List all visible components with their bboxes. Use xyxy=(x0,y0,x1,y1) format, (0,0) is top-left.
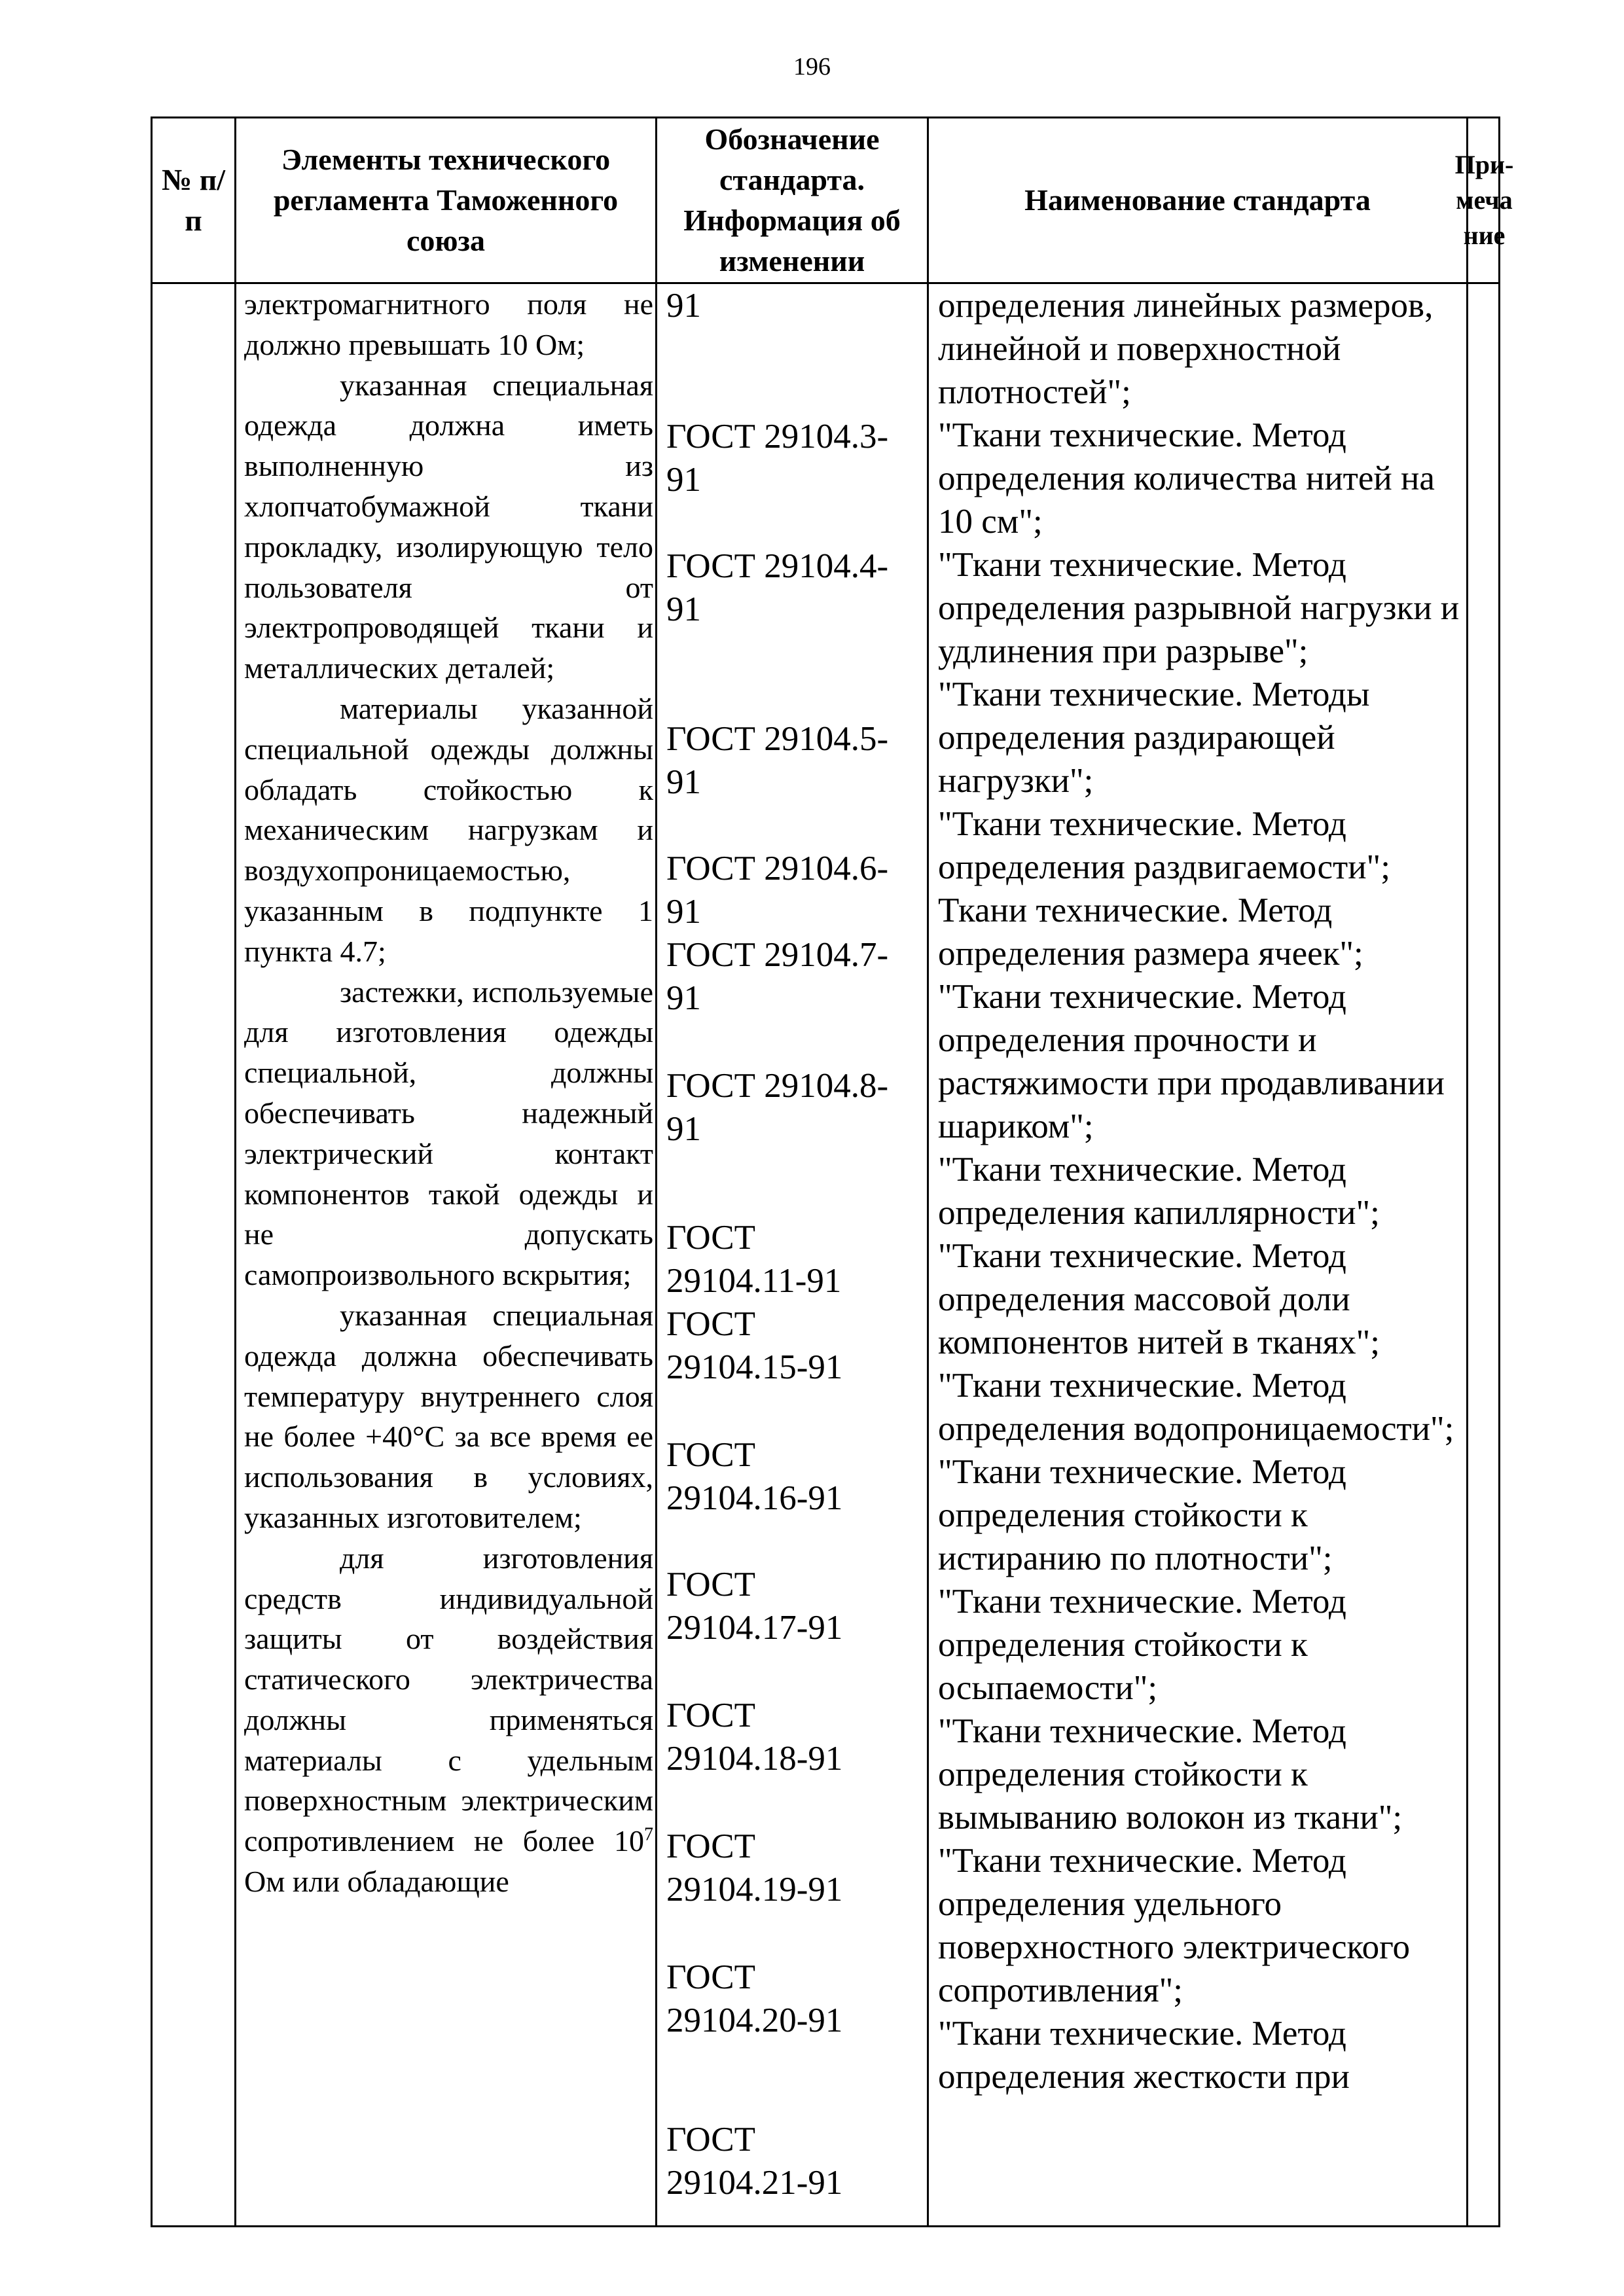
header-designation: Обозначение стандарта. Информация об изменении xyxy=(683,122,901,278)
standard-name: "Ткани технические. Метод определения стойкости к вымыванию волокон из ткани"; xyxy=(938,1712,1403,1837)
standard-designation: ГОСТ xyxy=(666,1219,755,1257)
standard-designation: 29104.20-91 xyxy=(666,2001,843,2039)
standard-name: "Ткани технические. Методы определения раздирающей нагрузки"; xyxy=(938,675,1370,800)
standard-name: "Ткани технические. Метод определения разрывной нагрузки и удлинения при разрыве"; xyxy=(938,546,1460,670)
header-note: При-меча ние xyxy=(1454,150,1514,250)
element-requirements-cell xyxy=(236,284,657,2225)
standard-designation: ГОСТ 29104.7- xyxy=(666,936,889,974)
standard-designation: 91 xyxy=(666,590,701,628)
standard-designation: 29104.15-91 xyxy=(666,1348,843,1386)
note-cell xyxy=(1468,284,1500,2225)
standard-designation: ГОСТ xyxy=(666,1436,755,1474)
standard-designation-cell xyxy=(657,284,929,2225)
standard-designation: 29104.11-91 xyxy=(666,1262,842,1300)
standard-designation: 29104.18-91 xyxy=(666,1740,843,1778)
standard-name: определения линейных размеров, линейной и поверхностной плотностей"; xyxy=(938,287,1434,411)
standard-name: "Ткани технические. Метод определения стойкости к истиранию по плотности"; xyxy=(938,1453,1346,1577)
standard-designation: 29104.21-91 xyxy=(666,2164,843,2202)
standard-name: "Ткани технические. Метод определения жесткости при xyxy=(938,2015,1350,2096)
standard-name: "Ткани технические. Метод определения удельного поверхностного электрического сопротивления"; xyxy=(938,1842,1410,2009)
standard-name: "Ткани технические. Метод определения количества нитей на 10 см"; xyxy=(938,416,1435,541)
standard-designation: ГОСТ xyxy=(666,1305,755,1343)
standard-designation: ГОСТ 29104.5- xyxy=(666,720,889,758)
header-elements: Элементы технического регламента Таможенного союза xyxy=(273,143,619,257)
standard-name: "Ткани технические. Метод определения стойкости к осыпаемости"; xyxy=(938,1583,1346,1707)
standard-name: Ткани технические. Метод определения размера ячеек"; xyxy=(938,891,1363,973)
standard-designation: ГОСТ xyxy=(666,1566,755,1604)
standard-designation: 91 xyxy=(666,893,701,931)
standard-designation: ГОСТ 29104.3- xyxy=(666,418,889,456)
standard-designation: ГОСТ 29104.8- xyxy=(666,1067,889,1105)
header-number: № п/п xyxy=(161,163,225,237)
requirement-paragraph: застежки, используемые для изготовления одежды специальной, должны обеспечивать надежный электрический контакт компонентов такой одежды и не допускать самопроизвольного вскрытия; xyxy=(244,975,653,1292)
row-number-cell xyxy=(153,284,234,2225)
standard-designation: 29104.16-91 xyxy=(666,1479,843,1517)
standard-designation: 29104.19-91 xyxy=(666,1871,843,1909)
standard-name: "Ткани технические. Метод определения водопроницаемости"; xyxy=(938,1367,1454,1448)
standard-designation: 91 xyxy=(666,461,701,499)
requirement-text: Ом или обладающие xyxy=(244,1865,509,1899)
standard-designation: ГОСТ 29104.4- xyxy=(666,547,889,585)
standard-name: "Ткани технические. Метод определения раздвигаемости"; xyxy=(938,805,1390,886)
header-standard-name: Наименование стандарта xyxy=(1024,183,1371,217)
standard-name: "Ткани технические. Метод определения прочности и растяжимости при продавливании шариком"; xyxy=(938,978,1445,1145)
standard-name: "Ткани технические. Метод определения капиллярности"; xyxy=(938,1151,1380,1232)
standard-designation: ГОСТ xyxy=(666,2121,755,2159)
requirement-paragraph: указанная специальная одежда должна обеспечивать температуру внутреннего слоя не более +40°С за все время ее использования в условиях, указанных изготовителем; xyxy=(244,1298,653,1534)
standard-designation: ГОСТ xyxy=(666,1958,755,1996)
exponent: 7 xyxy=(644,1824,653,1845)
standard-designation: 91 xyxy=(666,979,701,1017)
standard-designation: ГОСТ xyxy=(666,1827,755,1865)
page-number: 196 xyxy=(793,53,831,81)
requirement-paragraph: материалы указанной специальной одежды должны обладать стойкостью к механическим нагрузкам и воздухопроницаемостью, указанным в подпункте 1 пункта 4.7; xyxy=(244,691,653,968)
standard-name: "Ткани технические. Метод определения массовой доли компонентов нитей в тканях"; xyxy=(938,1237,1380,1361)
requirement-paragraph: электромагнитного поля не должно превышать 10 Ом; xyxy=(244,287,653,361)
standard-designation: 91 xyxy=(666,1110,701,1148)
standards-table xyxy=(151,117,1514,2227)
requirement-paragraph xyxy=(244,1538,653,1902)
standard-designation: 29104.17-91 xyxy=(666,1609,843,1647)
standard-designation: 91 xyxy=(666,763,701,801)
standard-names-cell xyxy=(929,284,1468,2225)
standard-designation: 91 xyxy=(666,287,701,325)
standard-designation: ГОСТ 29104.6- xyxy=(666,850,889,888)
requirement-paragraph: указанная специальная одежда должна иметь выполненную из хлопчатобумажной ткани прокладку, изолирующую тело пользователя от электропроводящей ткани и металлических деталей; xyxy=(244,368,653,685)
standard-designation: ГОСТ xyxy=(666,1696,755,1734)
requirement-text: для изготовления средств индивидуальной защиты от воздействия статического электричества должны применяться материалы с удельным поверхностным электрическим сопротивлением не более 10 xyxy=(244,1541,653,1858)
